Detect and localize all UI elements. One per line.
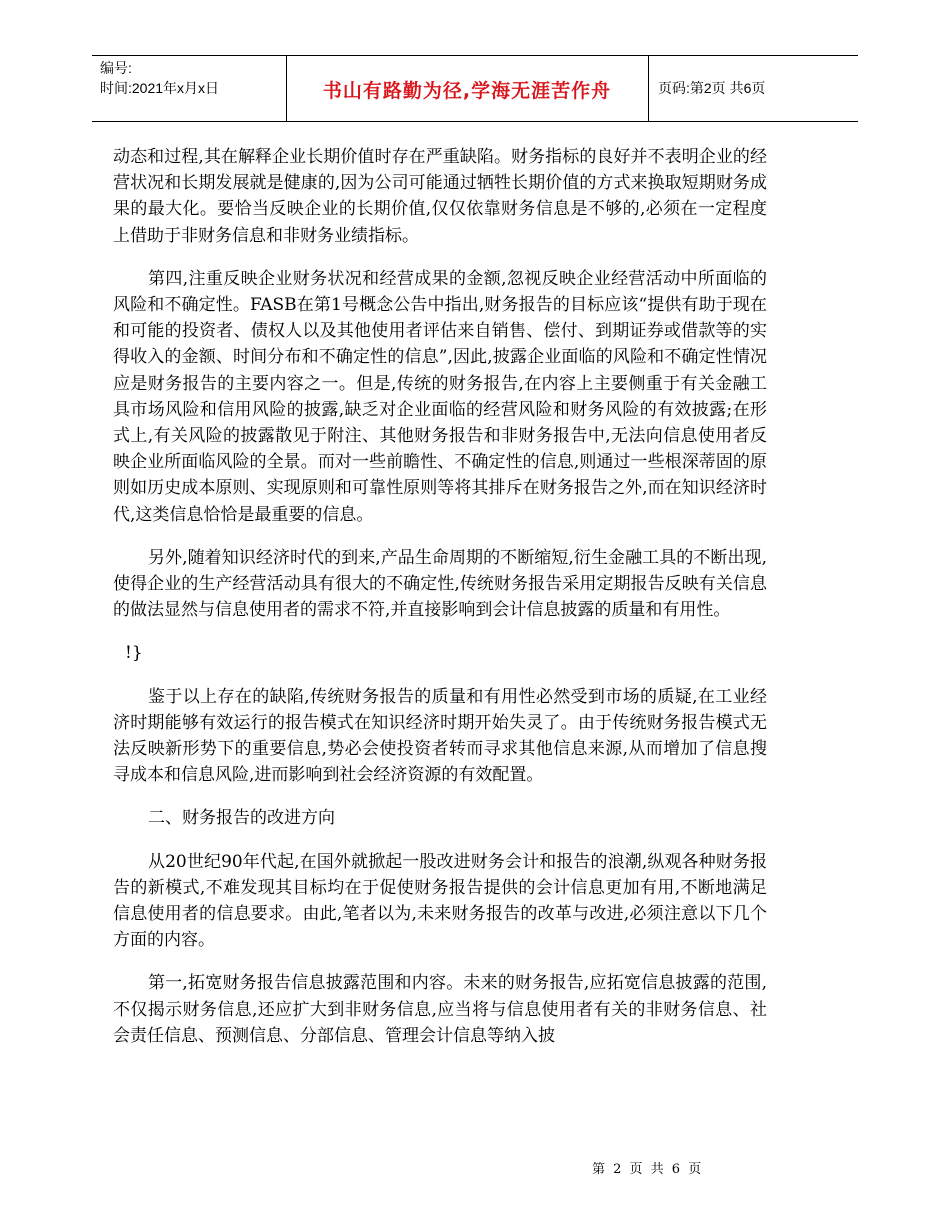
header-divider-right	[648, 55, 649, 121]
document-body	[113, 144, 767, 1049]
header-motto: 书山有路勤为径,学海无涯苦作舟	[322, 80, 612, 102]
stray-mark: !}	[125, 643, 143, 664]
header-bottom-rule	[92, 121, 858, 122]
paragraph-in-view-of: 鉴于以上存在的缺陷,传统财务报告的质量和有用性必然受到市场的质疑,在工业经济时期能够有效运行的报告模式在知识经济时期开始失灵了。由于传统财务报告模式无法反映新形势下的重要信息,势必会使投资者转而寻求其他信息来源,从而增加了信息搜寻成本和信息风险,进而影响到社会经济资源的有效配置。	[113, 686, 767, 786]
page-footer: 第 2 页 共 6 页	[592, 1162, 704, 1177]
header-top-rule	[92, 55, 858, 56]
header-meta	[100, 58, 219, 98]
paragraph-fourth: 第四,注重反映企业财务状况和经营成果的金额,忽视反映企业经营活动中所面临的风险和不确定性。FASB在第1号概念公告中指出,财务报告的目标应该“提供有助于现在和可能的投资者、债权人以及其他使用者评估来自销售、偿付、到期证券或借款等的实得收入的金额、时间分布和不确定性的信息”,因此,披露企业面临的风险和不确定性情况应是财务报告的主要内容之一。但是,传统的财务报告,在内容上主要侧重于有关金融工具市场风险和信用风险的披露,缺乏对企业面临的经营风险和财务风险的有效披露;在形式上,有关风险的披露散见于附注、其他财务报告和非财务报告中,无法向信息使用者反映企业所面临风险的全景。而对一些前瞻性、不确定性的信息,则通过一些根深蒂固的原则如历史成本原则、实现原则和可靠性原则等将其排斥在财务报告之外,而在知识经济时代,这类信息恰恰是最重要的信息。	[113, 268, 767, 525]
paragraph-additionally: 另外,随着知识经济时代的到来,产品生命周期的不断缩短,衍生金融工具的不断出现,使得企业的生产经营活动具有很大的不确定性,传统财务报告采用定期报告反映有关信息的做法显然与信息使用者的需求不符,并直接影响到会计信息披露的质量和有用性。	[113, 547, 767, 621]
paragraph-first: 第一,拓宽财务报告信息披露范围和内容。未来的财务报告,应拓宽信息披露的范围,不仅揭示财务信息,还应扩大到非财务信息,应当将与信息使用者有关的非财务信息、社会责任信息、预测信息、分部信息、管理会计信息等纳入披	[113, 973, 767, 1046]
header-number-label: 编号:	[100, 60, 132, 76]
section-heading: 二、财务报告的改进方向	[148, 808, 335, 829]
paragraph-continuation: 动态和过程,其在解释企业长期价值时存在严重缺陷。财务指标的良好并不表明企业的经营状况和长期发展就是健康的,因为公司可能通过牺牲长期价值的方式来换取短期财务成果的最大化。要恰当反映企业的长期价值,仅仅依靠财务信息是不够的,必须在一定程度上借助于非财务信息和非财务业绩指标。	[113, 147, 767, 246]
header-page-label: 页码:第2页 共6页	[658, 80, 766, 96]
paragraph-since-1990s: 从20世纪90年代起,在国外就掀起一股改进财务会计和报告的浪潮,纵观各种财务报告的新模式,不难发现其目标均在于促使财务报告提供的会计信息更加有用,不断地满足信息使用者的信息要求。由此,笔者以为,未来财务报告的改革与改进,必须注意以下几个方面的内容。	[113, 851, 767, 951]
header-time-label: 时间:2021年x月x日	[100, 80, 220, 96]
